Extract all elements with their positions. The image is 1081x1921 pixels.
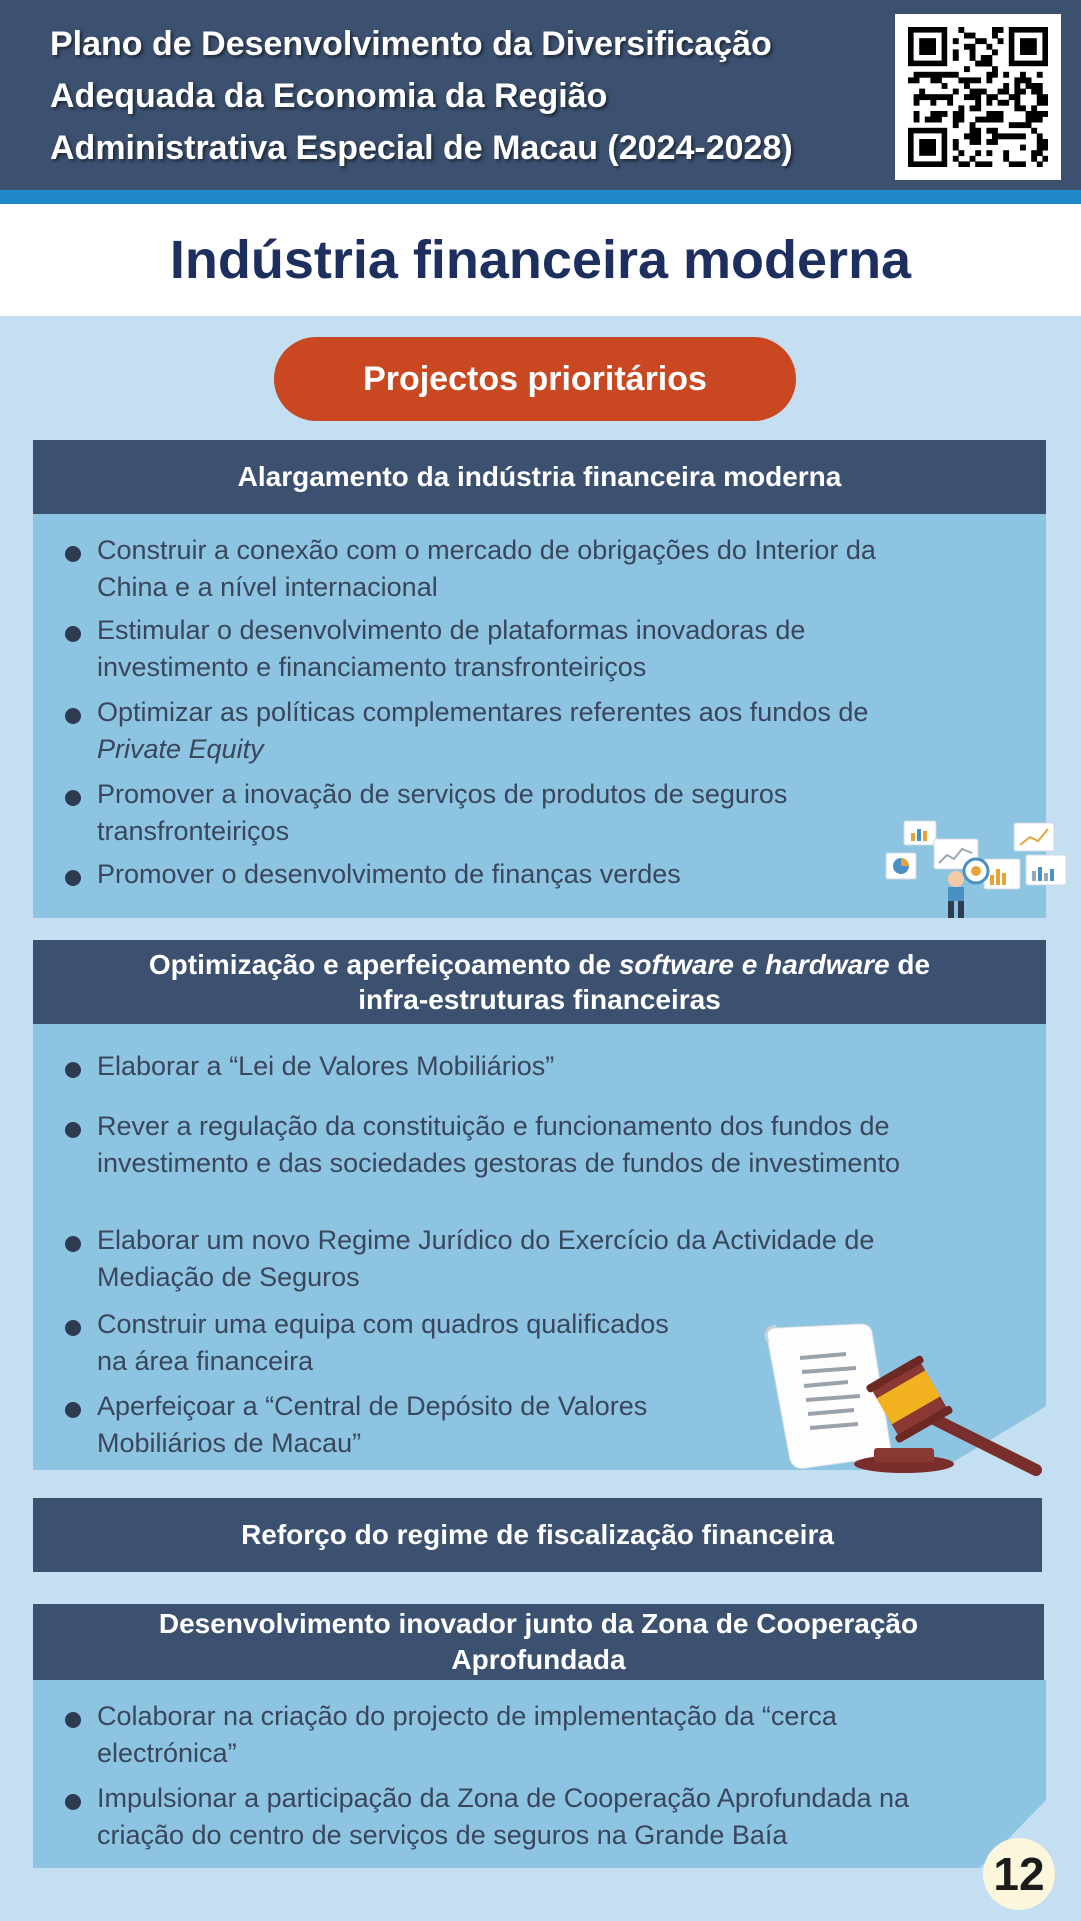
item-line: investimento e financiamento transfronteiriços [97,652,647,682]
item-line: criação do centro de serviços de seguros na Grande Baía [97,1820,788,1850]
list-item [97,612,805,686]
item-line: Estimular o desenvolvimento de plataformas inovadoras de [97,615,806,645]
heading-part: hardware [765,949,890,980]
section-heading-text [159,1606,918,1678]
bullet-list [33,1680,1046,1868]
item-line: Promover a inovação de serviços de produtos de seguros [97,779,788,809]
section-heading-expansion [33,440,1046,514]
item-line: transfronteiriços [97,816,290,846]
plan-title-line: Plano de Desenvolvimento da Diversificação [50,25,772,63]
item-line: investimento e das sociedades gestoras de fundos de investimento [97,1148,900,1178]
page-number: 12 [983,1838,1055,1910]
heading-part: software [618,949,734,980]
item-line: Optimizar as políticas complementares referentes aos fundos de [97,697,869,727]
list-item [97,1698,837,1772]
list-item [97,1108,900,1182]
item-line: China e a nível internacional [97,572,438,602]
heading-part: de [889,949,931,980]
item-line: Mediação de Seguros [97,1262,360,1292]
section-body-cooperation-zone [33,1680,1046,1868]
item-line: Construir uma equipa com quadros qualificados [97,1309,669,1339]
item-line: Rever a regulação da constituição e funcionamento dos fundos de [97,1111,890,1141]
heading-line: Desenvolvimento inovador junto da Zona de Cooperação [158,1608,919,1639]
item-line: Mobiliários de Macau” [97,1428,362,1458]
item-line: Private Equity [97,734,264,764]
data-analytics-illustration [884,815,1070,920]
heading-part: infra-estruturas financeiras [358,984,721,1015]
list-item [97,1780,909,1854]
item-line: Promover o desenvolvimento de finanças verdes [97,859,681,889]
heading-part: e [733,949,766,980]
heading-part: Optimização e aperfeiçoamento de [148,949,619,980]
plan-title-line: Administrativa Especial de Macau (2024-2028) [50,129,793,167]
list-item [97,1388,647,1462]
item-line: Elaborar um novo Regime Jurídico do Exercício da Actividade de [97,1225,875,1255]
list-item [97,776,787,850]
item-line: electrónica” [97,1738,237,1768]
heading-line: Aprofundada [451,1644,626,1675]
section-heading-infrastructure [33,940,1046,1024]
list-item [97,1048,554,1085]
gavel-document-illustration [760,1320,1050,1480]
item-line: Elaborar a “Lei de Valores Mobiliários” [97,1051,555,1081]
priority-projects-label: Projectos prioritários [274,337,796,421]
qr-code-icon[interactable] [895,14,1061,180]
list-item [97,856,681,893]
list-item [97,694,868,768]
section-heading-text: Reforço do regime de fiscalização financeira [241,1519,834,1550]
item-line: Colaborar na criação do projecto de implementação da “cerca [97,1701,837,1731]
item-line: Impulsionar a participação da Zona de Cooperação Aprofundada na [97,1783,910,1813]
page-title: Indústria financeira moderna [169,230,912,290]
document-header [0,0,1081,190]
plan-title-line: Adequada da Economia da Região [50,77,608,115]
section-heading-text: Alargamento da indústria financeira moderna [237,461,842,492]
item-line: Construir a conexão com o mercado de obrigações do Interior da [97,535,876,565]
list-item [97,1222,874,1296]
list-item [97,1306,669,1380]
item-line: na área financeira [97,1346,314,1376]
header-accent-stripe [0,190,1081,204]
title-band [0,204,1081,316]
qr-code-graphic [908,27,1048,167]
section-heading-text [149,947,930,1017]
list-item [97,532,876,606]
plan-title [50,18,870,174]
section-heading-cooperation-zone [33,1604,1044,1680]
item-line: Aperfeiçoar a “Central de Depósito de Valores [97,1391,648,1421]
section-heading-supervision [33,1498,1042,1572]
